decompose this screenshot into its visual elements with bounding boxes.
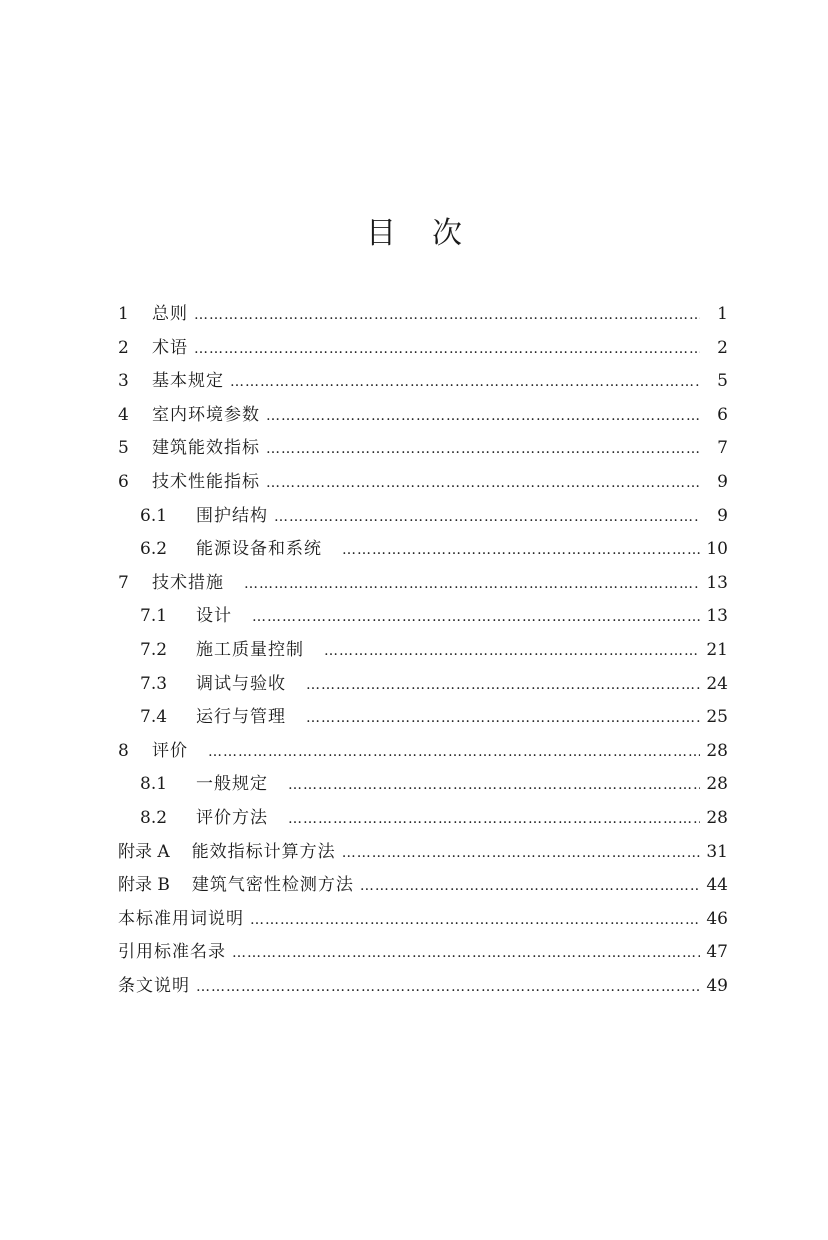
dot-leader [196,971,700,1005]
toc-entry-4[interactable] [118,399,728,433]
entry-page-number: 31 [706,841,728,862]
dot-leader [250,904,700,938]
dot-leader [306,669,700,703]
entry-page-number: 9 [717,471,728,492]
entry-number: 1 [118,304,129,324]
dot-leader [194,333,700,367]
entry-title: 条文说明 [118,975,190,996]
entry-title: 设计 [196,606,232,627]
toc-entry-wording-explanation[interactable] [118,903,728,937]
dot-leader [266,400,700,434]
toc-entry-2[interactable] [118,332,728,366]
entry-page-number: 44 [706,875,728,896]
entry-title: 评价方法 [196,807,268,828]
toc-entry-3[interactable] [118,365,728,399]
entry-page-number: 10 [706,539,728,560]
entry-title: 调试与验收 [196,673,286,694]
dot-leader [230,366,700,400]
entry-page-number: 9 [717,505,728,526]
dot-leader [360,870,700,904]
toc-entry-7-2[interactable] [118,634,728,668]
dot-leader [288,769,700,803]
entry-number: 6.1 [140,505,168,526]
entry-number: 7.4 [140,707,168,728]
entry-page-number: 49 [706,975,728,996]
dot-leader [232,937,700,971]
toc-entry-7-4[interactable] [118,701,728,735]
entry-number: 4 [118,404,129,425]
entry-page-number: 5 [717,371,728,392]
entry-title: 一般规定 [196,774,268,795]
toc-entry-7-3[interactable] [118,668,728,702]
toc-entry-appendix-a[interactable] [118,836,728,870]
entry-page-number: 28 [706,807,728,828]
dot-leader [324,635,700,669]
dot-leader [266,433,700,467]
dot-leader [244,568,700,602]
entry-title: 总则 [152,304,188,324]
toc-entry-7[interactable] [118,567,728,601]
entry-page-number: 47 [706,942,728,963]
toc-entry-8-2[interactable] [118,802,728,836]
entry-title: 评价 [152,740,188,761]
entry-page-number: 13 [706,572,728,593]
entry-title: 建筑气密性检测方法 [191,875,354,896]
entry-title: 建筑能效指标 [152,438,260,459]
entry-title: 术语 [152,337,188,358]
entry-title: 施工质量控制 [196,639,304,660]
dot-leader [266,467,700,501]
entry-title: 能源设备和系统 [196,539,322,560]
entry-number: 7.1 [140,606,168,627]
entry-page-number: 24 [706,673,728,694]
toc-entry-5[interactable] [118,432,728,466]
entry-number: 附录 B [118,875,170,896]
dot-leader [288,803,700,837]
entry-title: 围护结构 [196,505,268,526]
table-of-contents [118,298,728,1003]
dot-leader [274,501,700,535]
toc-entry-6[interactable] [118,466,728,500]
entry-number: 5 [118,438,129,459]
entry-number: 7.2 [140,639,168,660]
toc-entry-appendix-b[interactable] [118,869,728,903]
entry-title: 运行与管理 [196,707,286,728]
page-title: 目次 [366,216,498,251]
entry-number: 2 [118,337,129,358]
toc-entry-6-2[interactable] [118,533,728,567]
entry-page-number: 21 [706,639,728,660]
entry-number: 3 [118,371,129,392]
entry-number: 8.2 [140,807,168,828]
entry-number: 8 [118,740,129,761]
entry-number: 6 [118,471,129,492]
entry-title: 技术性能指标 [152,471,260,492]
entry-page-number: 25 [706,707,728,728]
entry-title: 室内环境参数 [152,404,260,425]
toc-entry-8-1[interactable] [118,768,728,802]
entry-page-number: 28 [706,740,728,761]
entry-title: 能效指标计算方法 [191,841,336,862]
entry-title: 引用标准名录 [118,942,226,963]
dot-leader [306,702,700,736]
dot-leader [252,601,700,635]
entry-page-number: 28 [706,774,728,795]
entry-title: 技术措施 [152,572,224,593]
toc-entry-7-1[interactable] [118,600,728,634]
entry-page-number: 46 [706,908,728,929]
dot-leader [342,534,700,568]
toc-entry-6-1[interactable] [118,500,728,534]
entry-number: 6.2 [140,539,168,560]
dot-leader [194,299,700,333]
dot-leader [342,837,700,871]
dot-leader [208,736,700,770]
entry-page-number: 1 [717,304,728,324]
entry-number: 8.1 [140,774,168,795]
entry-number: 附录 A [118,841,170,862]
entry-page-number: 7 [717,438,728,459]
toc-entry-8[interactable] [118,735,728,769]
toc-entry-clause-explanation[interactable] [118,970,728,1004]
entry-number: 7 [118,572,129,593]
entry-page-number: 6 [717,404,728,425]
entry-number: 7.3 [140,673,168,694]
toc-entry-referenced-standards[interactable] [118,936,728,970]
toc-entry-1[interactable] [118,298,728,332]
entry-page-number: 13 [706,606,728,627]
entry-title: 本标准用词说明 [118,908,244,929]
entry-page-number: 2 [717,337,728,358]
entry-title: 基本规定 [152,371,224,392]
